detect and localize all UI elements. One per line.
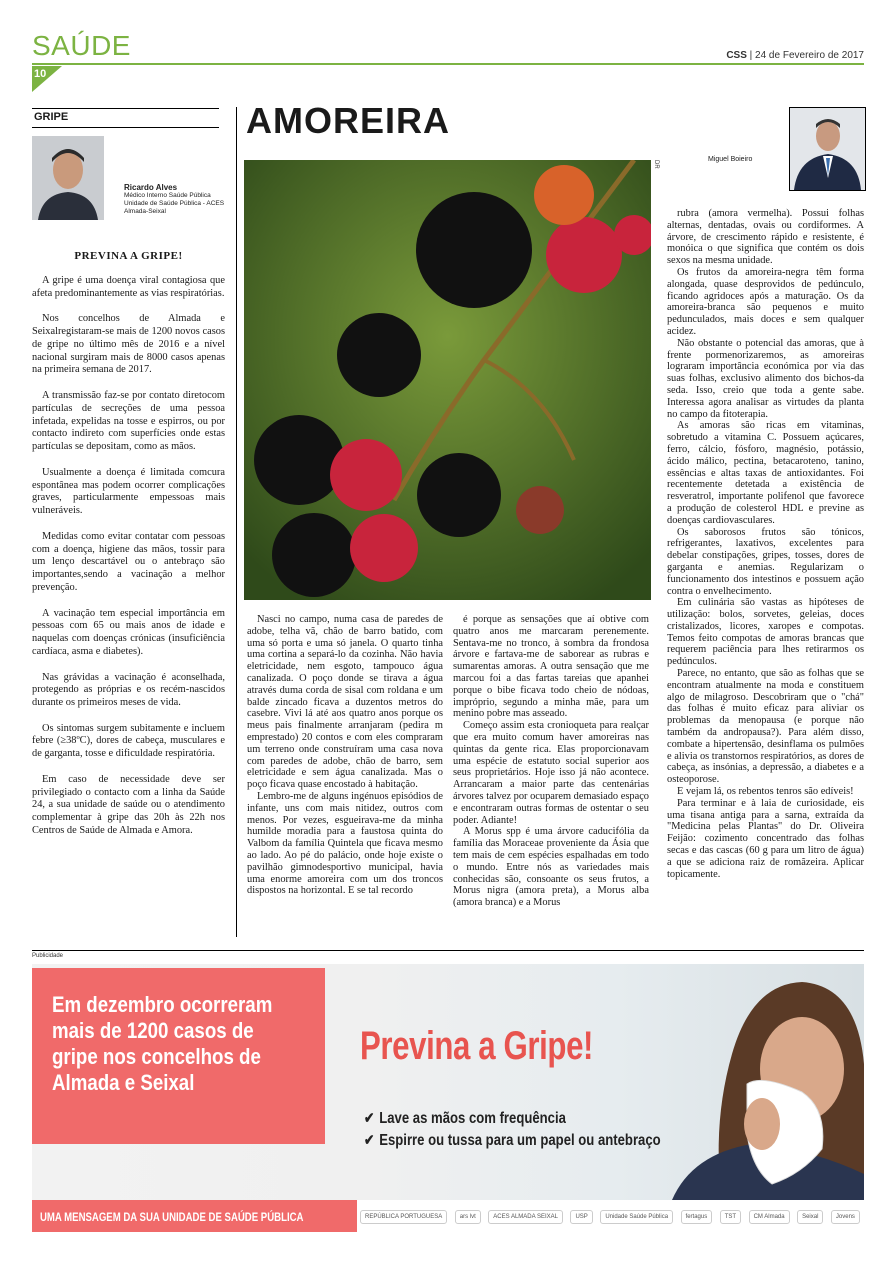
- sidebar-author: [124, 184, 234, 216]
- ad-divider: [32, 950, 864, 951]
- sidebar-paragraph: Os sintomas surgem subitamente e incluem febre (≥38ºC), dores de cabeça, musculares e de garganta, tosse e dificuldade respiratória.: [32, 722, 225, 760]
- logo: CM Almada: [749, 1210, 790, 1224]
- page-number: 10: [34, 68, 47, 80]
- sidebar-paragraph: A gripe é uma doença viral contagiosa que afeta predominantemente as vias respiratórias.: [32, 274, 225, 299]
- article-paragraph: rubra (amora vermelha). Possui folhas alternas, dentadas, ovais ou cordiformes. A árvore, de crescimento rápido e resistente, é monóica o que significa que contém os dois sexos na mesma unidade.: [667, 208, 864, 267]
- logo: ACES ALMADA SEIXAL: [488, 1210, 563, 1224]
- woman-sneezing-image: [652, 974, 864, 1200]
- advertisement[interactable]: [32, 964, 864, 1232]
- article-paragraph: Não obstante o potencial das amoras, que à frente pormenorizaremos, as amoreiras lograram importância económica por via das suas folhas, exclusivo alimento dos bichos-da seda. Isso, creio que toda a gente sabe. Interessa agora analisar as virtudes da planta no campo da fitoterapia.: [667, 337, 864, 420]
- blackberry-photo: [244, 160, 651, 600]
- article-column-3: [667, 208, 864, 880]
- logo: Unidade Saúde Pública: [600, 1210, 673, 1224]
- ad-bullet: ✔ Espirre ou tussa para um papel ou antebraço: [364, 1132, 661, 1149]
- header-rule: [32, 63, 864, 65]
- sidebar-heading: PREVINA A GRIPE!: [74, 250, 183, 262]
- article-paragraph: Lembro-me de alguns ingénuos episódios de infante, uns com mais nitidez, outros com menos. Por vezes, esgueirava-me da minha humilde moradia para a faustosa quinta do Valbom da família Quintela que ficava mesmo ao lado. Ao pé do palácio, onde hoje existe o pavilhão gimnodesportivo municipal, havia uma enorme amoreira com um dos troncos dispostos na horizontal. E se tal recordo: [247, 790, 443, 897]
- article-paragraph: Nasci no campo, numa casa de paredes de adobe, telha vã, chão de barro batido, com uma só porta e uma só janela. O quarto tinha uma cortina a separá-lo da cozinha. Não havia eletricidade, nem esgoto, tampouco água canalizada. O poço donde se tirava a água através duma corda de sisal com roldana e um balde zincado ficava a duzentos metros do casebre. Vivi lá até aos quatro anos porque os meus pais finalmente arranjaram (pedira m emprestado) 20 contos e com eles compraram um terreno onde construíram uma casa nova com paredes de adobe, chão de barro, sem eletricidade e sem água canalizada. Mas o poço ficava quase encostado à habitação.: [247, 614, 443, 791]
- column-divider: [236, 107, 237, 937]
- article-title: AMOREIRA: [246, 100, 450, 141]
- sidebar-paragraph: A vacinação tem especial importância em pessoas com 65 ou mais anos de idade e naquelas com doenças crónicas (insuficiência cardíaca, asma e diabetes).: [32, 607, 225, 657]
- article-author-photo: [789, 107, 866, 191]
- ad-title: Previna a Gripe!: [360, 1024, 594, 1068]
- ad-bullet: ✔ Lave as mãos com frequência: [364, 1110, 566, 1127]
- article-paragraph: Começo assim esta cronioqueta para realçar que era muito comum haver amoreiras nas quintas da gente rica. Elas proporcionavam uma espécie de estatuto social superior aos seus proprietários. Hoje isso já não acontece. Arrancaram a maior parte das centenárias árvores talvez por ocuparem demasiado espaço e encontraram outras formas de ostentar o seu poder. Adiante!: [453, 720, 649, 826]
- sidebar-label: GRIPE: [32, 108, 219, 128]
- masthead: [726, 50, 864, 61]
- logo: USP: [570, 1210, 592, 1224]
- article-paragraph: A Morus spp é uma árvore caducifólia da família das Moraceae proveniente da Ásia que tem mais de cem espécies espalhadas em todo o mundo. Entre nós as variedades mais conhecidas são, consoante os seus frutos, a Morus nigra (amora preta), a Morus alba (amora branca) e a Morus: [453, 826, 649, 909]
- sidebar-paragraph: Nas grávidas a vacinação é aconselhada, protegendo as próprias e os recém-nascidos durante os primeiros meses de vida.: [32, 671, 225, 709]
- article-paragraph: Os saborosos frutos são tónicos, refrigerantes, laxativos, excelentes para debelar constipações, gripes, tosses, dores de garganta e anemias. Regularizam o funcionamento dos intestinos e possuem ação contra o envelhecimento.: [667, 526, 864, 597]
- article-paragraph: Os frutos da amoreira-negra têm forma alongada, quase desprovidos de pedúnculo, ficando agridoces após a maturação. Os da amoreira-branca são pequenos e muito pedunculados, mais doces e sem qualquer acidez.: [667, 266, 864, 337]
- sidebar-paragraph: Nos concelhos de Almada e Seixalregistaram-se mais de 1200 novos casos de gripe no último mês de 2016 e a nível nacional surgiram mais de 8000 casos apenas na primeira semana de 2017.: [32, 313, 225, 376]
- logo: ars lvt: [455, 1210, 481, 1224]
- ad-bullets: [364, 1108, 661, 1152]
- author-photo: [32, 136, 104, 220]
- sidebar-paragraph: A transmissão faz-se por contato diretocom partículas de secreções de uma pessoa infetada, expelidas na tosse e espirros, ou por contacto indireto com superfícies onde estas partículas se depositam, como as mãos.: [32, 389, 225, 453]
- ad-logos: [360, 1204, 860, 1230]
- masthead-date: | 24 de Fevereiro de 2017: [749, 50, 864, 61]
- ad-red-text: Em dezembro ocorreram mais de 1200 casos de gripe nos concelhos de Almada e Seixal: [52, 992, 273, 1095]
- masthead-brand: CSS: [726, 50, 747, 61]
- article-paragraph: Parece, no entanto, que são as folhas que se encontram atualmente na moda e constituem algo de milagroso. Descobriram que o "chá" das folhas é muito eficaz para aliviar os problemas da menopausa (e porque não também da andropausa?). Para além disso, combate a hipertensão, desinflama os pulmões e alivia os transtornos respiratórios, as dores de cabeça, as insónias, a depressão, a diabetes e a osteoporose.: [667, 668, 864, 786]
- check-icon: ✔: [364, 1110, 375, 1127]
- article-paragraph: Para terminar e à laia de curiosidade, eis uma tisana antiga para a sarna, extraída da "Medicina pelas Plantas" do Dr. Oliveira Feijão: cozimento concentrado das folhas secas e das cascas (60 g para um litro de água) a que se adiciona raiz de romãzeira. Aplicar topicamente.: [667, 797, 864, 880]
- article-paragraph: E vejam lá, os rebentos tenros são edíveis!: [677, 786, 854, 798]
- ad-label: Publicidade: [32, 953, 64, 959]
- article-column-1: [247, 614, 443, 897]
- logo: REPÚBLICA PORTUGUESA: [360, 1210, 447, 1224]
- sidebar-author-place: Almada-Seixal: [124, 208, 166, 215]
- article-column-2: [453, 614, 649, 909]
- sidebar-article: [32, 250, 225, 851]
- logo: fertagus: [681, 1210, 713, 1224]
- section-title: SAÚDE: [32, 30, 131, 61]
- logo: Jovens: [831, 1210, 860, 1224]
- sidebar-author-role: Médico Interno Saúde Pública: [124, 192, 211, 199]
- article-paragraph: é porque as sensações que aí obtive com quatro anos me marcaram perenemente. Sentava-me no tronco, à sombra da frondosa árvore e fartava-me de saborear as rubras e sumarentas amoras. A outra sensação que me marcou foi a das fartas tareias que apanhei porque o bibe ficava todo cheio de nódoas, impróprio, segundo a minha mãe, para um menino pobre mas asseado.: [453, 614, 649, 720]
- sidebar-paragraph: Usualmente a doença é limitada comcura espontânea mas podem ocorrer complicações graves, particularmente empessoas mais vulneráveis.: [32, 466, 225, 517]
- sidebar-paragraph: Medidas como evitar contatar com pessoas com a doença, higiene das mãos, tossir para um lenço descartável ou o antebraço são importantes,sendo a vacinação a melhor prevenção.: [32, 530, 225, 593]
- article-author-name: Miguel Boieiro: [708, 156, 753, 163]
- logo: Seixal: [797, 1210, 823, 1224]
- ad-footer-text: UMA MENSAGEM DA SUA UNIDADE DE SAÚDE PÚBLICA: [40, 1210, 304, 1224]
- article-paragraph: As amoras são ricas em vitaminas, sobretudo a vitamina C. Possuem açúcares, ferro, cálcio, fósforo, magnésio, potássio, ácido málico, pectina, betacaroteno, tanino, essências e altas taxas de antioxidantes. Foi recentemente detetada a existência de resveratrol, importante polifenol que favorece a produção de colesterol HDL e previne as doenças cardiovasculares.: [667, 420, 864, 526]
- sidebar-author-name: Ricardo Alves: [124, 183, 178, 192]
- page-number-badge: [32, 66, 62, 92]
- logo: TST: [720, 1210, 741, 1224]
- sidebar-author-unit: Unidade de Saúde Pública - ACES: [124, 200, 225, 207]
- photo-credit: DR: [653, 160, 659, 169]
- check-icon: ✔: [364, 1132, 375, 1149]
- article-paragraph: Em culinária são vastas as hipóteses de utilização: bolos, sorvetes, geleias, doces cristalizados, licores, xaropes e compotas. Temos feito compotas de amoras brancas que requerem paciência para lhes retirarmos os pedúnculos.: [667, 597, 864, 668]
- sidebar-paragraph: Em caso de necessidade deve ser privilegiado o contacto com a linha da Saúde 24, a sua unidade de saúde ou o atendimento complementar à gripe das 20h às 22h nos Centros de Saúde de Almada e Amora.: [32, 773, 225, 837]
